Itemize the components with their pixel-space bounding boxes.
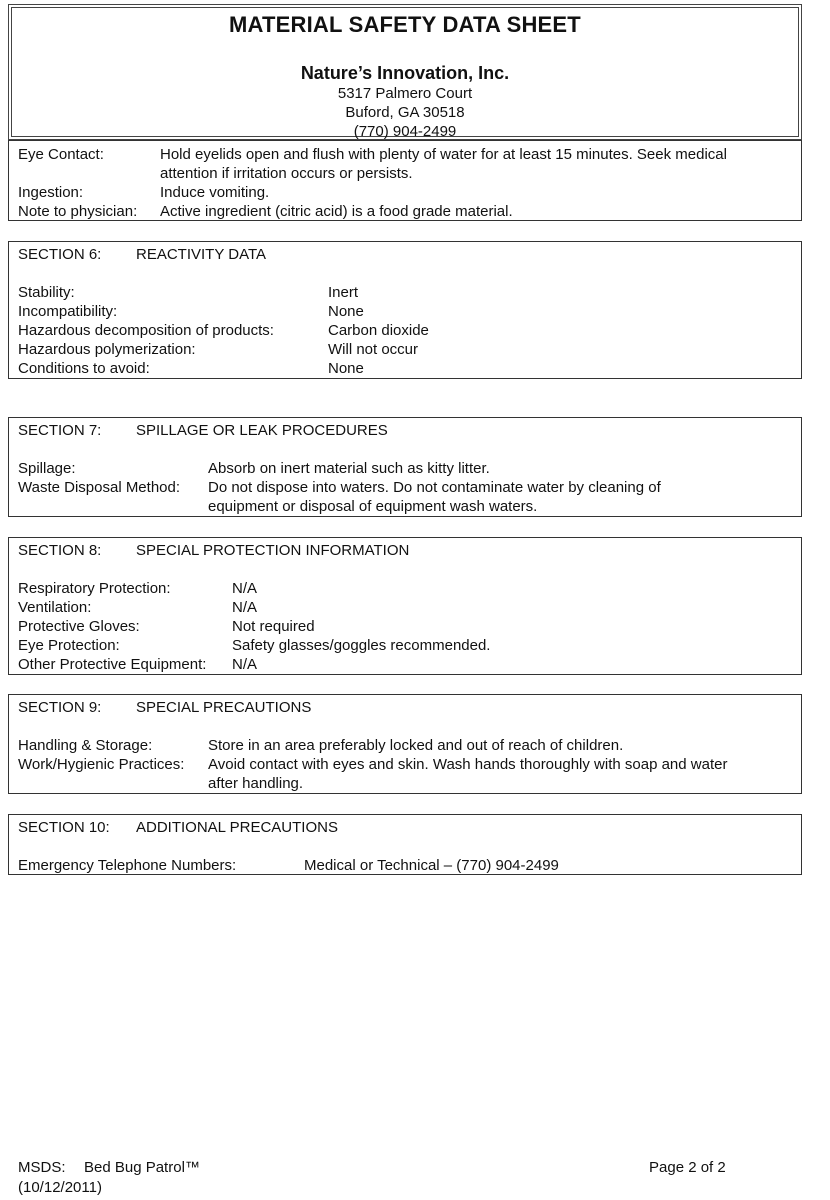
section-6-title: REACTIVITY DATA <box>136 246 267 263</box>
section-6-reactivity <box>8 241 802 379</box>
eye-contact-value-line1: Hold eyelids open and flush with plenty of water for at least 15 minutes. Seek medical <box>160 146 727 163</box>
eye-contact-value-line2: attention if irritation occurs or persists. <box>160 165 413 182</box>
gloves-label: Protective Gloves: <box>18 618 140 635</box>
work-practices-value-line2: after handling. <box>208 775 304 792</box>
waste-disposal-value-line2: equipment or disposal of equipment wash waters. <box>208 498 538 515</box>
footer-msds-label: MSDS: <box>18 1159 66 1176</box>
other-equipment-value: N/A <box>232 656 258 673</box>
document-title: MATERIAL SAFETY DATA SHEET <box>229 12 581 37</box>
work-practices-value-line1: Avoid contact with eyes and skin. Wash hands thoroughly with soap and water <box>208 756 728 773</box>
document-header <box>8 4 802 140</box>
section-9-precautions <box>8 694 802 794</box>
incompatibility-label: Incompatibility: <box>18 303 118 320</box>
section-9-title: SPECIAL PRECAUTIONS <box>136 699 312 716</box>
ventilation-label: Ventilation: <box>18 599 92 616</box>
eye-protection-value: Safety glasses/goggles recommended. <box>232 637 491 654</box>
stability-value: Inert <box>328 284 359 301</box>
company-phone: (770) 904-2499 <box>353 123 457 140</box>
conditions-value: None <box>328 360 364 377</box>
section-7-spillage <box>8 417 802 517</box>
work-practices-label: Work/Hygienic Practices: <box>18 756 185 773</box>
handling-storage-label: Handling & Storage: <box>18 737 153 754</box>
section-10-number: SECTION 10: <box>18 819 110 836</box>
stability-label: Stability: <box>18 284 75 301</box>
waste-disposal-label: Waste Disposal Method: <box>18 479 181 496</box>
decomposition-value: Carbon dioxide <box>328 322 429 339</box>
first-aid-section <box>8 140 802 221</box>
section-8-number: SECTION 8: <box>18 542 102 559</box>
footer-date: (10/12/2011) <box>18 1179 102 1196</box>
physician-note-label: Note to physician: <box>18 203 138 220</box>
footer-product-name: Bed Bug Patrol™ <box>84 1159 200 1176</box>
section-10-additional <box>8 814 802 875</box>
section-6-number: SECTION 6: <box>18 246 102 263</box>
section-8-title: SPECIAL PROTECTION INFORMATION <box>136 542 410 559</box>
section-7-title: SPILLAGE OR LEAK PROCEDURES <box>136 422 388 439</box>
polymerization-value: Will not occur <box>328 341 419 358</box>
handling-storage-value: Store in an area preferably locked and out of reach of children. <box>208 737 624 754</box>
respiratory-value: N/A <box>232 580 258 597</box>
spillage-value: Absorb on inert material such as kitty litter. <box>208 460 490 477</box>
conditions-label: Conditions to avoid: <box>18 360 150 377</box>
eye-contact-label: Eye Contact: <box>18 146 104 163</box>
ingestion-value: Induce vomiting. <box>160 184 270 201</box>
incompatibility-value: None <box>328 303 364 320</box>
section-8-protection <box>8 537 802 675</box>
emergency-phone-value: Medical or Technical – (770) 904-2499 <box>304 857 559 874</box>
physician-note-value: Active ingredient (citric acid) is a food grade material. <box>160 203 513 220</box>
gloves-value: Not required <box>232 618 315 635</box>
company-address-line1: 5317 Palmero Court <box>337 85 473 102</box>
section-10-title: ADDITIONAL PRECAUTIONS <box>136 819 338 836</box>
decomposition-label: Hazardous decomposition of products: <box>18 322 274 339</box>
polymerization-label: Hazardous polymerization: <box>18 341 196 358</box>
other-equipment-label: Other Protective Equipment: <box>18 656 207 673</box>
ventilation-value: N/A <box>232 599 258 616</box>
waste-disposal-value-line1: Do not dispose into waters. Do not contaminate water by cleaning of <box>208 479 661 496</box>
respiratory-label: Respiratory Protection: <box>18 580 171 597</box>
footer-page-number: Page 2 of 2 <box>649 1159 726 1176</box>
spillage-label: Spillage: <box>18 460 76 477</box>
company-name: Nature’s Innovation, Inc. <box>300 63 510 83</box>
ingestion-label: Ingestion: <box>18 184 84 201</box>
section-9-number: SECTION 9: <box>18 699 102 716</box>
emergency-phone-label: Emergency Telephone Numbers: <box>18 857 237 874</box>
eye-protection-label: Eye Protection: <box>18 637 120 654</box>
company-address-line2: Buford, GA 30518 <box>345 104 465 121</box>
section-7-number: SECTION 7: <box>18 422 102 439</box>
